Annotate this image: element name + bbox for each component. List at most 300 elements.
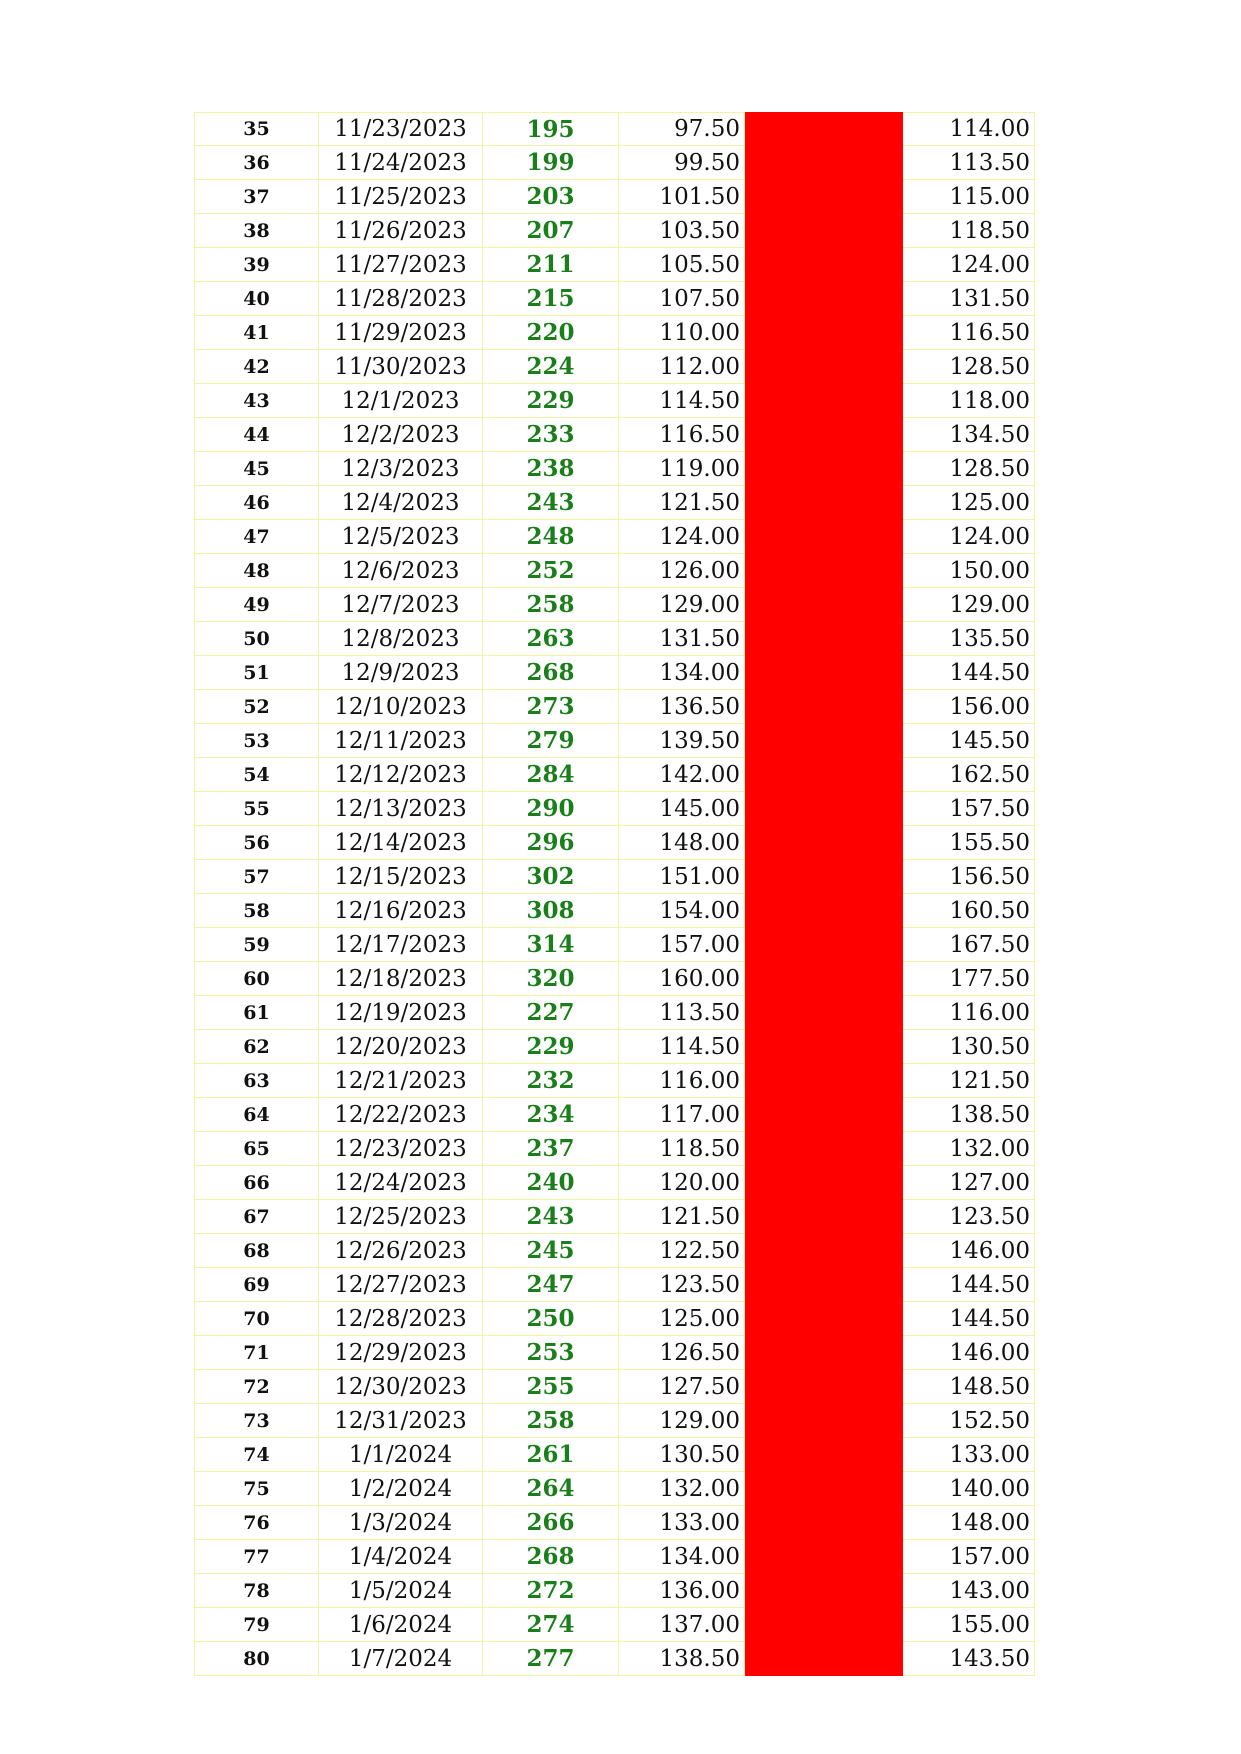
status-fill-cell[interactable] [745, 1336, 903, 1370]
row-number-cell[interactable]: 49 [195, 588, 319, 622]
count-cell[interactable]: 234 [483, 1098, 619, 1132]
date-cell[interactable]: 11/28/2023 [319, 282, 483, 316]
value-cell[interactable]: 139.50 [619, 724, 745, 758]
value-cell[interactable]: 124.00 [619, 520, 745, 554]
date-cell[interactable]: 12/11/2023 [319, 724, 483, 758]
row-number-cell[interactable]: 62 [195, 1030, 319, 1064]
count-cell[interactable]: 248 [483, 520, 619, 554]
value2-cell[interactable]: 128.50 [903, 452, 1035, 486]
date-cell[interactable]: 12/2/2023 [319, 418, 483, 452]
value2-cell[interactable]: 130.50 [903, 1030, 1035, 1064]
status-fill-cell[interactable] [745, 962, 903, 996]
status-fill-cell[interactable] [745, 690, 903, 724]
row-number-cell[interactable]: 46 [195, 486, 319, 520]
date-cell[interactable]: 1/3/2024 [319, 1506, 483, 1540]
value-cell[interactable]: 125.00 [619, 1302, 745, 1336]
count-cell[interactable]: 253 [483, 1336, 619, 1370]
row-number-cell[interactable]: 60 [195, 962, 319, 996]
date-cell[interactable]: 12/7/2023 [319, 588, 483, 622]
count-cell[interactable]: 302 [483, 860, 619, 894]
value2-cell[interactable]: 138.50 [903, 1098, 1035, 1132]
count-cell[interactable]: 243 [483, 1200, 619, 1234]
value-cell[interactable]: 132.00 [619, 1472, 745, 1506]
status-fill-cell[interactable] [745, 1642, 903, 1676]
count-cell[interactable]: 240 [483, 1166, 619, 1200]
status-fill-cell[interactable] [745, 146, 903, 180]
value2-cell[interactable]: 156.50 [903, 860, 1035, 894]
value-cell[interactable]: 133.00 [619, 1506, 745, 1540]
table-row [195, 1370, 1035, 1404]
date-cell[interactable]: 12/24/2023 [319, 1166, 483, 1200]
row-number-cell[interactable]: 61 [195, 996, 319, 1030]
value2-cell[interactable]: 148.50 [903, 1370, 1035, 1404]
value-cell[interactable]: 126.00 [619, 554, 745, 588]
date-cell[interactable]: 12/12/2023 [319, 758, 483, 792]
row-number-cell[interactable]: 64 [195, 1098, 319, 1132]
row-number-cell[interactable]: 76 [195, 1506, 319, 1540]
date-cell[interactable]: 1/6/2024 [319, 1608, 483, 1642]
value2-cell[interactable]: 146.00 [903, 1336, 1035, 1370]
value-cell[interactable]: 160.00 [619, 962, 745, 996]
row-number-cell[interactable]: 57 [195, 860, 319, 894]
row-number-cell[interactable]: 51 [195, 656, 319, 690]
value2-cell[interactable]: 157.50 [903, 792, 1035, 826]
status-fill-cell[interactable] [745, 758, 903, 792]
value-cell[interactable]: 113.50 [619, 996, 745, 1030]
table-row [195, 996, 1035, 1030]
value-cell[interactable]: 127.50 [619, 1370, 745, 1404]
status-fill-cell[interactable] [745, 792, 903, 826]
table-row [195, 656, 1035, 690]
count-cell[interactable]: 258 [483, 1404, 619, 1438]
row-number-cell[interactable]: 43 [195, 384, 319, 418]
status-fill-cell[interactable] [745, 1234, 903, 1268]
status-fill-cell[interactable] [745, 1166, 903, 1200]
value2-cell[interactable]: 148.00 [903, 1506, 1035, 1540]
date-cell[interactable]: 11/27/2023 [319, 248, 483, 282]
date-cell[interactable]: 11/25/2023 [319, 180, 483, 214]
value-cell[interactable]: 117.00 [619, 1098, 745, 1132]
value2-cell[interactable]: 121.50 [903, 1064, 1035, 1098]
status-fill-cell[interactable] [745, 350, 903, 384]
row-number-cell[interactable]: 54 [195, 758, 319, 792]
status-fill-cell[interactable] [745, 1302, 903, 1336]
value2-cell[interactable]: 167.50 [903, 928, 1035, 962]
status-fill-cell[interactable] [745, 1438, 903, 1472]
count-cell[interactable]: 296 [483, 826, 619, 860]
row-number-cell[interactable]: 50 [195, 622, 319, 656]
status-fill-cell[interactable] [745, 588, 903, 622]
row-number-cell[interactable]: 36 [195, 146, 319, 180]
value2-cell[interactable]: 134.50 [903, 418, 1035, 452]
value-cell[interactable]: 136.00 [619, 1574, 745, 1608]
row-number-cell[interactable]: 38 [195, 214, 319, 248]
row-number-cell[interactable]: 59 [195, 928, 319, 962]
date-cell[interactable]: 12/6/2023 [319, 554, 483, 588]
count-cell[interactable]: 255 [483, 1370, 619, 1404]
table-row [195, 1098, 1035, 1132]
count-cell[interactable]: 233 [483, 418, 619, 452]
status-fill-cell[interactable] [745, 1404, 903, 1438]
row-number-cell[interactable]: 52 [195, 690, 319, 724]
count-cell[interactable]: 232 [483, 1064, 619, 1098]
table-row [195, 1540, 1035, 1574]
count-cell[interactable]: 263 [483, 622, 619, 656]
count-cell[interactable]: 243 [483, 486, 619, 520]
count-cell[interactable]: 268 [483, 656, 619, 690]
status-fill-cell[interactable] [745, 1506, 903, 1540]
count-cell[interactable]: 279 [483, 724, 619, 758]
value2-cell[interactable]: 144.50 [903, 656, 1035, 690]
count-cell[interactable]: 261 [483, 1438, 619, 1472]
date-cell[interactable]: 12/18/2023 [319, 962, 483, 996]
table-row [195, 894, 1035, 928]
value2-cell[interactable]: 116.00 [903, 996, 1035, 1030]
count-cell[interactable]: 224 [483, 350, 619, 384]
table-row [195, 1472, 1035, 1506]
count-cell[interactable]: 245 [483, 1234, 619, 1268]
date-cell[interactable]: 1/4/2024 [319, 1540, 483, 1574]
row-number-cell[interactable]: 78 [195, 1574, 319, 1608]
date-cell[interactable]: 12/14/2023 [319, 826, 483, 860]
row-number-cell[interactable]: 72 [195, 1370, 319, 1404]
date-cell[interactable]: 12/13/2023 [319, 792, 483, 826]
count-cell[interactable]: 284 [483, 758, 619, 792]
value2-cell[interactable]: 123.50 [903, 1200, 1035, 1234]
status-fill-cell[interactable] [745, 860, 903, 894]
date-cell[interactable]: 12/20/2023 [319, 1030, 483, 1064]
table-row [195, 1438, 1035, 1472]
value-cell[interactable]: 97.50 [619, 113, 745, 146]
date-cell[interactable]: 12/15/2023 [319, 860, 483, 894]
value-cell[interactable]: 129.00 [619, 1404, 745, 1438]
value-cell[interactable]: 103.50 [619, 214, 745, 248]
row-number-cell[interactable]: 65 [195, 1132, 319, 1166]
value2-cell[interactable]: 162.50 [903, 758, 1035, 792]
date-cell[interactable]: 12/17/2023 [319, 928, 483, 962]
value2-cell[interactable]: 145.50 [903, 724, 1035, 758]
date-cell[interactable]: 12/21/2023 [319, 1064, 483, 1098]
value-cell[interactable]: 114.50 [619, 384, 745, 418]
row-number-cell[interactable]: 41 [195, 316, 319, 350]
count-cell[interactable]: 268 [483, 1540, 619, 1574]
table-row [195, 1234, 1035, 1268]
row-number-cell[interactable]: 39 [195, 248, 319, 282]
count-cell[interactable]: 215 [483, 282, 619, 316]
date-cell[interactable]: 11/23/2023 [319, 113, 483, 146]
status-fill-cell[interactable] [745, 724, 903, 758]
row-number-cell[interactable]: 80 [195, 1642, 319, 1676]
value-cell[interactable]: 134.00 [619, 1540, 745, 1574]
count-cell[interactable]: 290 [483, 792, 619, 826]
value-cell[interactable]: 142.00 [619, 758, 745, 792]
status-fill-cell[interactable] [745, 180, 903, 214]
value2-cell[interactable]: 124.00 [903, 248, 1035, 282]
date-cell[interactable]: 1/2/2024 [319, 1472, 483, 1506]
date-cell[interactable]: 1/5/2024 [319, 1574, 483, 1608]
value2-cell[interactable]: 133.00 [903, 1438, 1035, 1472]
status-fill-cell[interactable] [745, 452, 903, 486]
value-cell[interactable]: 136.50 [619, 690, 745, 724]
value-cell[interactable]: 130.50 [619, 1438, 745, 1472]
count-cell[interactable]: 314 [483, 928, 619, 962]
value2-cell[interactable]: 125.00 [903, 486, 1035, 520]
value-cell[interactable]: 121.50 [619, 486, 745, 520]
value2-cell[interactable]: 118.50 [903, 214, 1035, 248]
status-fill-cell[interactable] [745, 1472, 903, 1506]
table-row [195, 1574, 1035, 1608]
count-cell[interactable]: 273 [483, 690, 619, 724]
count-cell[interactable]: 272 [483, 1574, 619, 1608]
date-cell[interactable]: 11/26/2023 [319, 214, 483, 248]
count-cell[interactable]: 274 [483, 1608, 619, 1642]
value2-cell[interactable]: 143.50 [903, 1642, 1035, 1676]
count-cell[interactable]: 227 [483, 996, 619, 1030]
date-cell[interactable]: 12/22/2023 [319, 1098, 483, 1132]
value2-cell[interactable]: 152.50 [903, 1404, 1035, 1438]
value2-cell[interactable]: 135.50 [903, 622, 1035, 656]
row-number-cell[interactable]: 74 [195, 1438, 319, 1472]
status-fill-cell[interactable] [745, 996, 903, 1030]
count-cell[interactable]: 264 [483, 1472, 619, 1506]
value-cell[interactable]: 151.00 [619, 860, 745, 894]
date-cell[interactable]: 12/28/2023 [319, 1302, 483, 1336]
table-row [195, 248, 1035, 282]
value2-cell[interactable]: 140.00 [903, 1472, 1035, 1506]
date-cell[interactable]: 12/4/2023 [319, 486, 483, 520]
count-cell[interactable]: 207 [483, 214, 619, 248]
status-fill-cell[interactable] [745, 1540, 903, 1574]
row-number-cell[interactable]: 42 [195, 350, 319, 384]
value-cell[interactable]: 145.00 [619, 792, 745, 826]
value2-cell[interactable]: 132.00 [903, 1132, 1035, 1166]
value2-cell[interactable]: 144.50 [903, 1268, 1035, 1302]
count-cell[interactable]: 258 [483, 588, 619, 622]
status-fill-cell[interactable] [745, 1268, 903, 1302]
count-cell[interactable]: 199 [483, 146, 619, 180]
count-cell[interactable]: 195 [483, 113, 619, 146]
value2-cell[interactable]: 129.00 [903, 588, 1035, 622]
value2-cell[interactable]: 114.00 [903, 113, 1035, 146]
value-cell[interactable]: 157.00 [619, 928, 745, 962]
row-number-cell[interactable]: 58 [195, 894, 319, 928]
date-cell[interactable]: 1/1/2024 [319, 1438, 483, 1472]
value2-cell[interactable]: 144.50 [903, 1302, 1035, 1336]
value2-cell[interactable]: 177.50 [903, 962, 1035, 996]
date-cell[interactable]: 12/29/2023 [319, 1336, 483, 1370]
value-cell[interactable]: 99.50 [619, 146, 745, 180]
status-fill-cell[interactable] [745, 1098, 903, 1132]
status-fill-cell[interactable] [745, 520, 903, 554]
value2-cell[interactable]: 118.00 [903, 384, 1035, 418]
count-cell[interactable]: 229 [483, 384, 619, 418]
table-row [195, 588, 1035, 622]
table-row [195, 214, 1035, 248]
status-fill-cell[interactable] [745, 282, 903, 316]
value-cell[interactable]: 154.00 [619, 894, 745, 928]
value-cell[interactable]: 107.50 [619, 282, 745, 316]
table-row [195, 520, 1035, 554]
row-number-cell[interactable]: 47 [195, 520, 319, 554]
status-fill-cell[interactable] [745, 214, 903, 248]
row-number-cell[interactable]: 70 [195, 1302, 319, 1336]
row-number-cell[interactable]: 75 [195, 1472, 319, 1506]
row-number-cell[interactable]: 37 [195, 180, 319, 214]
count-cell[interactable]: 308 [483, 894, 619, 928]
value-cell[interactable]: 110.00 [619, 316, 745, 350]
value2-cell[interactable]: 115.00 [903, 180, 1035, 214]
date-cell[interactable]: 12/27/2023 [319, 1268, 483, 1302]
count-cell[interactable]: 320 [483, 962, 619, 996]
value2-cell[interactable]: 131.50 [903, 282, 1035, 316]
count-cell[interactable]: 220 [483, 316, 619, 350]
table-row [195, 486, 1035, 520]
status-fill-cell[interactable] [745, 1132, 903, 1166]
date-cell[interactable]: 12/26/2023 [319, 1234, 483, 1268]
value-cell[interactable]: 134.00 [619, 656, 745, 690]
value2-cell[interactable]: 160.50 [903, 894, 1035, 928]
value2-cell[interactable]: 155.00 [903, 1608, 1035, 1642]
value-cell[interactable]: 137.00 [619, 1608, 745, 1642]
date-cell[interactable]: 12/19/2023 [319, 996, 483, 1030]
row-number-cell[interactable]: 56 [195, 826, 319, 860]
status-fill-cell[interactable] [745, 1370, 903, 1404]
count-cell[interactable]: 250 [483, 1302, 619, 1336]
status-fill-cell[interactable] [745, 316, 903, 350]
value-cell[interactable]: 121.50 [619, 1200, 745, 1234]
status-fill-cell[interactable] [745, 418, 903, 452]
value-cell[interactable]: 114.50 [619, 1030, 745, 1064]
status-fill-cell[interactable] [745, 1064, 903, 1098]
date-cell[interactable]: 12/5/2023 [319, 520, 483, 554]
status-fill-cell[interactable] [745, 1030, 903, 1064]
value2-cell[interactable]: 146.00 [903, 1234, 1035, 1268]
value-cell[interactable]: 101.50 [619, 180, 745, 214]
count-cell[interactable]: 247 [483, 1268, 619, 1302]
count-cell[interactable]: 237 [483, 1132, 619, 1166]
value-cell[interactable]: 138.50 [619, 1642, 745, 1676]
table-row [195, 758, 1035, 792]
value-cell[interactable]: 116.00 [619, 1064, 745, 1098]
table-row [195, 1030, 1035, 1064]
value2-cell[interactable]: 155.50 [903, 826, 1035, 860]
status-fill-cell[interactable] [745, 248, 903, 282]
status-fill-cell[interactable] [745, 656, 903, 690]
date-cell[interactable]: 11/24/2023 [319, 146, 483, 180]
status-fill-cell[interactable] [745, 894, 903, 928]
row-number-cell[interactable]: 63 [195, 1064, 319, 1098]
date-cell[interactable]: 1/7/2024 [319, 1642, 483, 1676]
row-number-cell[interactable]: 77 [195, 1540, 319, 1574]
status-fill-cell[interactable] [745, 113, 903, 146]
row-number-cell[interactable]: 66 [195, 1166, 319, 1200]
row-number-cell[interactable]: 73 [195, 1404, 319, 1438]
date-cell[interactable]: 12/16/2023 [319, 894, 483, 928]
value2-cell[interactable]: 157.00 [903, 1540, 1035, 1574]
status-fill-cell[interactable] [745, 826, 903, 860]
row-number-cell[interactable]: 40 [195, 282, 319, 316]
row-number-cell[interactable]: 55 [195, 792, 319, 826]
value2-cell[interactable]: 127.00 [903, 1166, 1035, 1200]
value-cell[interactable]: 119.00 [619, 452, 745, 486]
status-fill-cell[interactable] [745, 928, 903, 962]
date-cell[interactable]: 12/9/2023 [319, 656, 483, 690]
value-cell[interactable]: 148.00 [619, 826, 745, 860]
date-cell[interactable]: 11/30/2023 [319, 350, 483, 384]
count-cell[interactable]: 203 [483, 180, 619, 214]
value-cell[interactable]: 126.50 [619, 1336, 745, 1370]
value-cell[interactable]: 105.50 [619, 248, 745, 282]
row-number-cell[interactable]: 67 [195, 1200, 319, 1234]
date-cell[interactable]: 12/8/2023 [319, 622, 483, 656]
row-number-cell[interactable]: 45 [195, 452, 319, 486]
value2-cell[interactable]: 116.50 [903, 316, 1035, 350]
table-row [195, 384, 1035, 418]
value-cell[interactable]: 122.50 [619, 1234, 745, 1268]
row-number-cell[interactable]: 79 [195, 1608, 319, 1642]
table-row [195, 1268, 1035, 1302]
value-cell[interactable]: 112.00 [619, 350, 745, 384]
row-number-cell[interactable]: 69 [195, 1268, 319, 1302]
table-row [195, 1200, 1035, 1234]
value2-cell[interactable]: 113.50 [903, 146, 1035, 180]
count-cell[interactable]: 238 [483, 452, 619, 486]
count-cell[interactable]: 229 [483, 1030, 619, 1064]
status-fill-cell[interactable] [745, 554, 903, 588]
row-number-cell[interactable]: 35 [195, 113, 319, 146]
row-number-cell[interactable]: 53 [195, 724, 319, 758]
value2-cell[interactable]: 143.00 [903, 1574, 1035, 1608]
value2-cell[interactable]: 150.00 [903, 554, 1035, 588]
table-body [195, 113, 1035, 1676]
status-fill-cell[interactable] [745, 622, 903, 656]
count-cell[interactable]: 266 [483, 1506, 619, 1540]
date-cell[interactable]: 12/3/2023 [319, 452, 483, 486]
value-cell[interactable]: 120.00 [619, 1166, 745, 1200]
table-row [195, 1166, 1035, 1200]
row-number-cell[interactable]: 68 [195, 1234, 319, 1268]
date-cell[interactable]: 12/10/2023 [319, 690, 483, 724]
date-cell[interactable]: 12/23/2023 [319, 1132, 483, 1166]
date-cell[interactable]: 12/30/2023 [319, 1370, 483, 1404]
value-cell[interactable]: 123.50 [619, 1268, 745, 1302]
row-number-cell[interactable]: 44 [195, 418, 319, 452]
row-number-cell[interactable]: 71 [195, 1336, 319, 1370]
status-fill-cell[interactable] [745, 1608, 903, 1642]
date-cell[interactable]: 12/25/2023 [319, 1200, 483, 1234]
value2-cell[interactable]: 156.00 [903, 690, 1035, 724]
value-cell[interactable]: 118.50 [619, 1132, 745, 1166]
status-fill-cell[interactable] [745, 1200, 903, 1234]
status-fill-cell[interactable] [745, 486, 903, 520]
table-row [195, 1132, 1035, 1166]
date-cell[interactable]: 12/1/2023 [319, 384, 483, 418]
date-cell[interactable]: 11/29/2023 [319, 316, 483, 350]
row-number-cell[interactable]: 48 [195, 554, 319, 588]
value2-cell[interactable]: 124.00 [903, 520, 1035, 554]
value-cell[interactable]: 129.00 [619, 588, 745, 622]
table-row [195, 1404, 1035, 1438]
status-fill-cell[interactable] [745, 384, 903, 418]
count-cell[interactable]: 252 [483, 554, 619, 588]
count-cell[interactable]: 211 [483, 248, 619, 282]
value-cell[interactable]: 131.50 [619, 622, 745, 656]
count-cell[interactable]: 277 [483, 1642, 619, 1676]
value-cell[interactable]: 116.50 [619, 418, 745, 452]
status-fill-cell[interactable] [745, 1574, 903, 1608]
value2-cell[interactable]: 128.50 [903, 350, 1035, 384]
date-cell[interactable]: 12/31/2023 [319, 1404, 483, 1438]
